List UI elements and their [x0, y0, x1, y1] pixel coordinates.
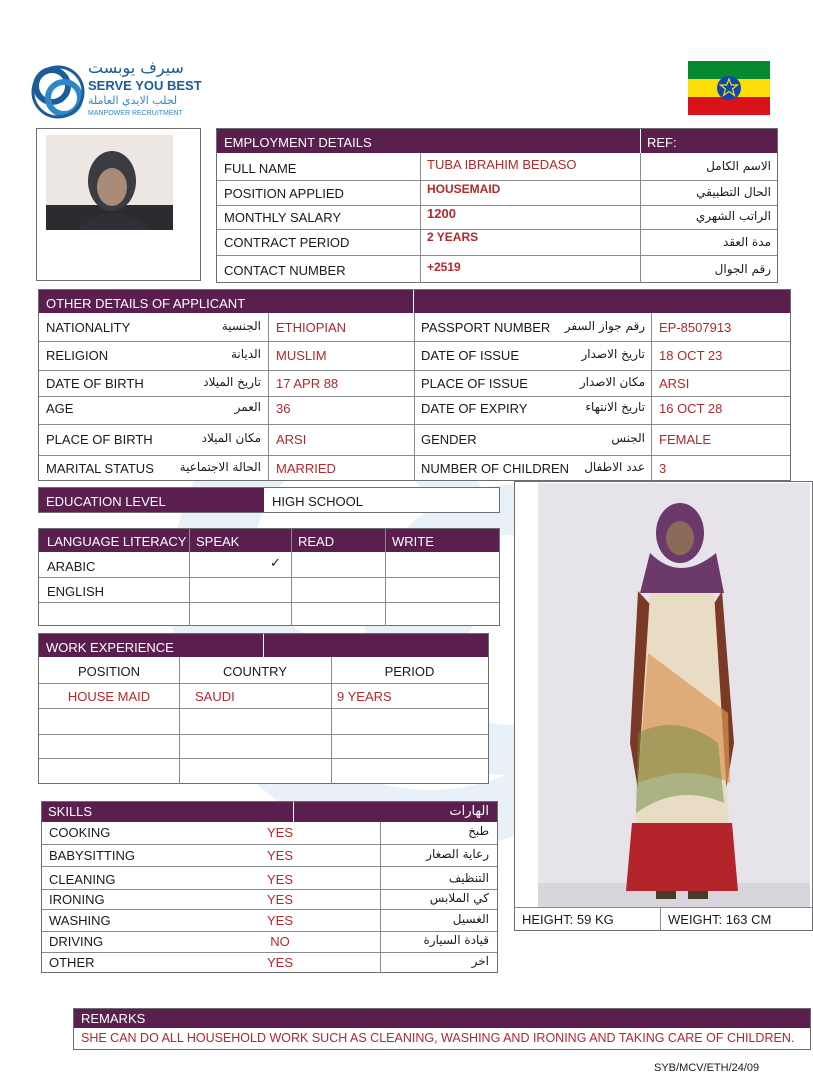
height-value: HEIGHT: 59 KG [522, 912, 614, 927]
other-left-label: PLACE OF BIRTH [46, 432, 153, 447]
skill-value: YES [266, 892, 293, 907]
work-country-value: SAUDI [195, 689, 235, 704]
full-name-arabic: الاسم الكامل [706, 159, 771, 173]
remarks-header-label: REMARKS [81, 1011, 146, 1026]
other-right-arabic: رقم جواز السفر [564, 319, 645, 333]
write-header: WRITE [392, 534, 434, 549]
other-right-arabic: الجنس [611, 431, 645, 445]
other-left-label: RELIGION [46, 348, 109, 363]
footer-code: SYB/MCV/ETH/24/09 [654, 1062, 760, 1074]
brand-logo-icon [30, 62, 86, 122]
skill-arabic: طبخ [468, 824, 489, 838]
brand-logo [30, 60, 200, 124]
brand-sub: MANPOWER RECRUITMENT [88, 110, 183, 117]
education-label: EDUCATION LEVEL [46, 494, 166, 509]
skill-arabic: كي الملابس [429, 891, 489, 905]
other-right-value: ARSI [659, 376, 690, 391]
skill-arabic: التنظيف [448, 871, 489, 885]
contact-number-label: CONTACT NUMBER [224, 263, 346, 278]
skills-arabic-header: الهارات [449, 804, 489, 819]
other-left-value: 36 [276, 401, 291, 416]
skill-arabic: رعاية الصغار [426, 847, 489, 861]
arabic-speak-check: ✓ [270, 556, 281, 571]
skill-name: WASHING [49, 913, 111, 928]
other-left-value: MARRIED [276, 461, 336, 476]
position-applied-label: POSITION APPLIED [224, 186, 344, 201]
language-header-label: LANGUAGE LITERACY [47, 534, 187, 549]
other-right-label: PLACE OF ISSUE [421, 376, 528, 391]
other-right-arabic: عدد الاطفال [584, 460, 645, 474]
skill-name: COOKING [49, 825, 111, 840]
skill-name: IRONING [49, 892, 105, 907]
skill-value: YES [266, 913, 293, 928]
brand-arabic-name: سيرف يوبست [88, 58, 184, 77]
other-right-label: DATE OF EXPIRY [421, 401, 528, 416]
work-position-value: HOUSE MAID [67, 689, 151, 704]
other-left-arabic: الجنسية [221, 319, 261, 333]
work-col-position: POSITION [77, 664, 141, 679]
skill-arabic: قيادة السيارة [423, 933, 489, 947]
other-left-arabic: الحالة الاجتماعية [179, 460, 261, 474]
other-details-header-label: OTHER DETAILS OF APPLICANT [46, 296, 246, 311]
other-left-value: 17 APR 88 [276, 376, 339, 391]
other-right-arabic: مكان الاصدار [579, 375, 645, 389]
monthly-salary-label: MONTHLY SALARY [224, 210, 342, 225]
language-english: ENGLISH [47, 584, 105, 599]
contract-period-label: CONTRACT PERIOD [224, 235, 350, 250]
other-left-label: DATE OF BIRTH [46, 376, 144, 391]
monthly-salary-value: 1200 [427, 206, 456, 221]
skill-arabic: اخر [471, 954, 489, 968]
other-left-label: MARITAL STATUS [46, 461, 154, 476]
contract-period-arabic: مدة العقد [723, 235, 771, 249]
other-left-label: AGE [46, 401, 74, 416]
other-right-value: 3 [659, 461, 667, 476]
other-left-arabic: العمر [234, 400, 261, 414]
remarks-text: SHE CAN DO ALL HOUSEHOLD WORK SUCH AS CLEANING, WASHING AND IRONING AND TAKING CARE OF CHILDREN. [81, 1031, 795, 1045]
skills-header [42, 802, 497, 822]
other-right-label: GENDER [421, 432, 477, 447]
other-right-value: 18 OCT 23 [659, 348, 723, 363]
skill-value: YES [266, 848, 293, 863]
employment-header-label: EMPLOYMENT DETAILS [224, 135, 372, 150]
other-right-label: PASSPORT NUMBER [421, 320, 551, 335]
weight-value: WEIGHT: 163 CM [668, 912, 772, 927]
other-left-arabic: مكان الميلاد [201, 431, 261, 445]
read-header: READ [298, 534, 335, 549]
other-right-value: 16 OCT 28 [659, 401, 723, 416]
flag-emblem-icon [716, 75, 742, 101]
skill-arabic: الغسيل [452, 912, 489, 926]
brand-name: SERVE YOU BEST [88, 78, 202, 93]
other-left-value: ETHIOPIAN [276, 320, 347, 335]
remarks-header [74, 1009, 810, 1028]
other-left-arabic: تاريخ الميلاد [203, 375, 261, 389]
work-period-value: 9 YEARS [337, 689, 392, 704]
skill-name: BABYSITTING [49, 848, 135, 863]
other-right-value: EP-8507913 [659, 320, 732, 335]
monthly-salary-arabic: الراتب الشهري [695, 209, 771, 223]
skill-name: OTHER [49, 955, 95, 970]
other-left-label: NATIONALITY [46, 320, 131, 335]
full-body-photo [538, 483, 810, 907]
other-right-arabic: تاريخ الاصدار [581, 347, 645, 361]
other-left-value: ARSI [276, 432, 307, 447]
contact-number-arabic: رقم الجوال [714, 262, 771, 276]
language-arabic: ARABIC [47, 559, 96, 574]
ref-label: REF: [647, 135, 677, 150]
other-right-label: DATE OF ISSUE [421, 348, 519, 363]
education-value: HIGH SCHOOL [272, 494, 364, 509]
skill-value: NO [270, 934, 290, 949]
work-col-country: COUNTRY [222, 664, 288, 679]
full-name-value: TUBA IBRAHIM BEDASO [427, 157, 577, 172]
contact-number-value: +2519 [427, 260, 461, 274]
position-applied-value: HOUSEMAID [427, 182, 501, 196]
skills-header-label: SKILLS [48, 804, 93, 819]
work-col-period: PERIOD [384, 664, 435, 679]
portrait-photo [46, 135, 173, 230]
other-left-arabic: الديانة [230, 347, 261, 361]
skill-name: CLEANING [49, 872, 116, 887]
work-header-label: WORK EXPERIENCE [46, 640, 174, 655]
position-applied-arabic: الحال التطبيقي [696, 185, 771, 199]
other-right-arabic: تاريخ الانتهاء [585, 400, 645, 414]
speak-header: SPEAK [196, 534, 240, 549]
brand-arabic-sub: لجلب الايدي العاملة [88, 94, 178, 107]
other-right-value: FEMALE [659, 432, 712, 447]
full-name-label: FULL NAME [224, 161, 297, 176]
ethiopia-flag [688, 61, 770, 115]
other-right-label: NUMBER OF CHILDREN [421, 461, 570, 476]
skill-value: YES [266, 872, 293, 887]
other-left-value: MUSLIM [276, 348, 327, 363]
contract-period-value: 2 YEARS [427, 230, 479, 244]
skill-name: DRIVING [49, 934, 104, 949]
skill-value: YES [266, 825, 293, 840]
skill-value: YES [266, 955, 293, 970]
